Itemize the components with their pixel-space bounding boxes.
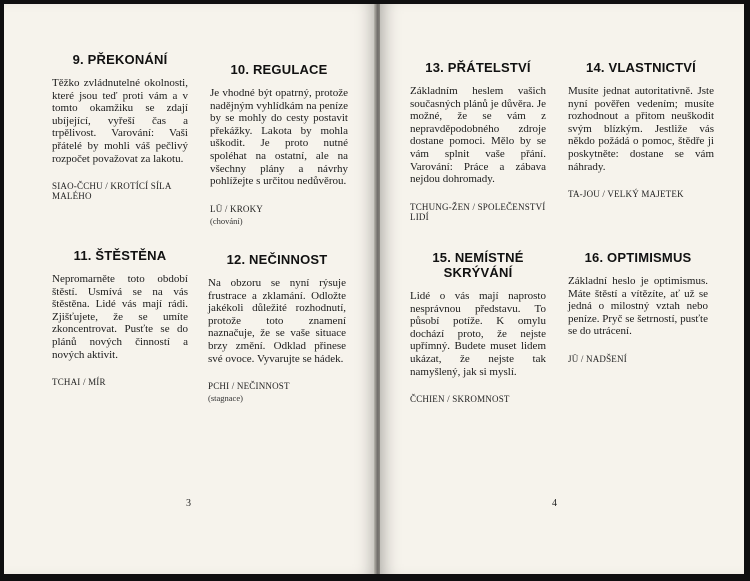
page-number: 3: [186, 498, 191, 509]
entry-text: Základní heslo je optimismus. Máte štěstí a vítězíte, ať už se jedná o milostný vztah nebo peníze. Pryč se šetrností, pusťte se do utrácení.: [568, 275, 708, 338]
entry-tag: LÜ / KROKY: [210, 203, 263, 214]
entry-12: [208, 252, 346, 403]
entry-tag: PCHI / NEČINNOST: [208, 381, 290, 392]
entry-9: [52, 52, 188, 201]
entry-tag: TA-JOU / VELKÝ MAJETEK: [568, 189, 684, 200]
entry-title: 13. PŘÁTELSTVÍ: [425, 60, 531, 75]
entry-tag: TCHAI / MÍR: [52, 377, 106, 388]
entry-text: Musíte jednat autoritativně. Jste nyní pověřen vedením; musíte rozhodnout a přitom neuškodit svým blízkým. Jestliže vás někdo požádá o pomoc, štědře ji poskytněte: dostane se vám náhrady.: [568, 85, 714, 173]
entry-text: Základním heslem vašich současných plánů je důvěra. Je možné, že se vám z nepravděpodobného zdroje dostane pomoci. Mělo by se vám splnit vaše přání. Varování: Práce a zábava nejdou dohromady.: [410, 85, 546, 186]
entry-text: Nepromarněte toto období štěstí. Usmívá se na vás štěstěna. Lidé vás mají rádi. Zjišťujete, že se umíte zkoncentrovat. Pusťte se do plánů nových činností a nových aktivit.: [52, 273, 188, 361]
left-page: [4, 4, 376, 574]
entry-10: [210, 62, 348, 226]
entry-title: 9. PŘEKONÁNÍ: [72, 52, 168, 67]
entry-tag-note: (stagnace): [208, 393, 243, 404]
entry-11: [52, 248, 188, 387]
entry-text: Těžko zvládnutelné okolnosti, které jsou teď proti vám a v tomto okamžiku se zdají ubíjející, vyřeší čas a trpělivost. Varování: Vaši přátelé by mohli váš pečlivý rozpočet považovat za lakotu.: [52, 77, 188, 165]
entry-title: 12. NEČINNOST: [226, 252, 328, 267]
entry-text: Na obzoru se nyní rýsuje frustrace a zklamání. Odložte jakékoli důležité rozhodnutí, protože toto znamení naznačuje, že se vaše situace brzy změní. Odklad přinese své ovoce. Vyvarujte se hádek.: [208, 277, 346, 365]
entry-14: [568, 60, 714, 199]
entry-title: 15. NEMÍSTNÉ SKRÝVÁNÍ: [432, 250, 524, 280]
page-number: 4: [552, 498, 557, 509]
entry-title: 16. OPTIMISMUS: [584, 250, 692, 265]
entry-tag: ČCHIEN / SKROMNOST: [410, 394, 510, 405]
right-page: [380, 4, 744, 574]
entry-tag: JÜ / NADŠENÍ: [568, 353, 627, 364]
entry-text: Lidé o vás mají naprosto nesprávnou představu. To působí potíže. K omylu dochází proto, že nejste upřímný. Budete muset lidem ukázat, že nejste tak namyšlený, jak si myslí.: [410, 290, 546, 378]
entry-tag: SIAO-ČCHU / KROTÍCÍ SÍLA MALÉHO: [52, 181, 172, 202]
entry-title: 14. VLASTNICTVÍ: [586, 60, 696, 75]
entry-16: [568, 250, 708, 364]
entry-tag-note: (chování): [210, 215, 243, 226]
entry-15: [410, 250, 546, 404]
entry-title: 10. REGULACE: [230, 62, 328, 77]
entry-13: [410, 60, 546, 222]
entry-title: 11. ŠTĚSTĚNA: [73, 248, 167, 263]
entry-text: Je vhodné být opatrný, protože nadějným vyhlídkám na peníze by se mohly do cesty postavit překážky. Lakota by mohla uškodit. Je proto nutné spoléhat na ostatní, ale na všechny plány a návrhy pohlížejte s určitou nedůvěrou.: [210, 87, 348, 188]
entry-tag: TCHUNG-ŽEN / SPOLEČENSTVÍ LIDÍ: [410, 201, 546, 222]
